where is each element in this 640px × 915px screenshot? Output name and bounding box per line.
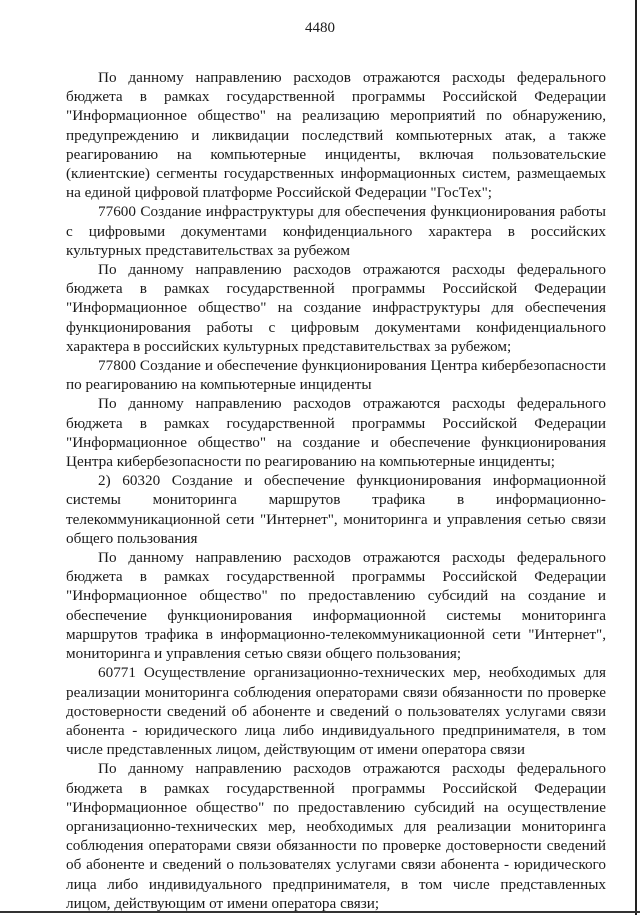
paragraph-60771-description: По данному направлению расходов отражаются расходы федерального бюджета в рамках государственной программы Российской Федерации "Информационное общество" по предоставлению субсидий на осуществление организационно-технических мер, необходимых для реализации мониторинга соблюдения операторами связи обязанности по проверке достоверности сведений об абоненте и сведений о пользователях услугами связи абонента - юридического лица либо индивидуального предпринимателя, в том числе представленных лицом, действующим от имени оператора связи; bbox=[66, 760, 606, 912]
code-77600-heading: 77600 Создание инфраструктуры для обеспечения функционирования работы с цифровыми документами конфиденциального характера в российских культурных представительствах за рубежом bbox=[66, 203, 606, 259]
scan-edge-right bbox=[635, 0, 637, 915]
paragraph-gostech-description: По данному направлению расходов отражаются расходы федерального бюджета в рамках государственной программы Российской Федерации "Информационное общество" на реализацию мероприятий по обнаружению, предупреждению и ликвидации последствий компьютерных атак, а также реагированию на компьютерные инциденты, включая пользовательские (клиентские) сегменты государственных информационных систем, размещаемых на единой цифровой платформе Российской Федерации "ГосТех"; bbox=[66, 69, 606, 202]
code-60320-heading: 2) 60320 Создание и обеспечение функционирования информационной системы мониторинга маршрутов трафика в информационно-телекоммуникационной сети "Интернет", мониторинга и управления сетью связи общего пользования bbox=[66, 472, 606, 547]
document-body bbox=[66, 68, 606, 913]
code-77800-heading: 77800 Создание и обеспечение функционирования Центра кибербезопасности по реагированию на компьютерные инциденты bbox=[66, 357, 606, 394]
paragraph-60320-description: По данному направлению расходов отражаются расходы федерального бюджета в рамках государственной программы Российской Федерации "Информационное общество" по предоставлению субсидий на создание и обеспечение функционирования информационной системы мониторинга маршрутов трафика в информационно-телекоммуникационной сети "Интернет", мониторинга и управления сетью связи общего пользования; bbox=[66, 549, 606, 663]
page-number: 4480 bbox=[305, 20, 335, 36]
paragraph-77800-description: По данному направлению расходов отражаются расходы федерального бюджета в рамках государственной программы Российской Федерации "Информационное общество" на создание и обеспечение функционирования Центра кибербезопасности по реагированию на компьютерные инциденты; bbox=[66, 395, 606, 471]
code-60771-heading: 60771 Осуществление организационно-технических мер, необходимых для реализации мониторинга соблюдения операторами связи обязанности по проверке достоверности сведений об абоненте и сведений о пользователях услугами связи абонента - юридического лица либо индивидуального предпринимателя, в том числе представленных лицом, действующим от имени оператора связи bbox=[66, 664, 606, 759]
paragraph-77600-description: По данному направлению расходов отражаются расходы федерального бюджета в рамках государственной программы Российской Федерации "Информационное общество" на создание инфраструктуры для обеспечения функционирования работы с цифровым документами конфиденциального характера в российских культурных представительствах за рубежом; bbox=[66, 261, 606, 355]
